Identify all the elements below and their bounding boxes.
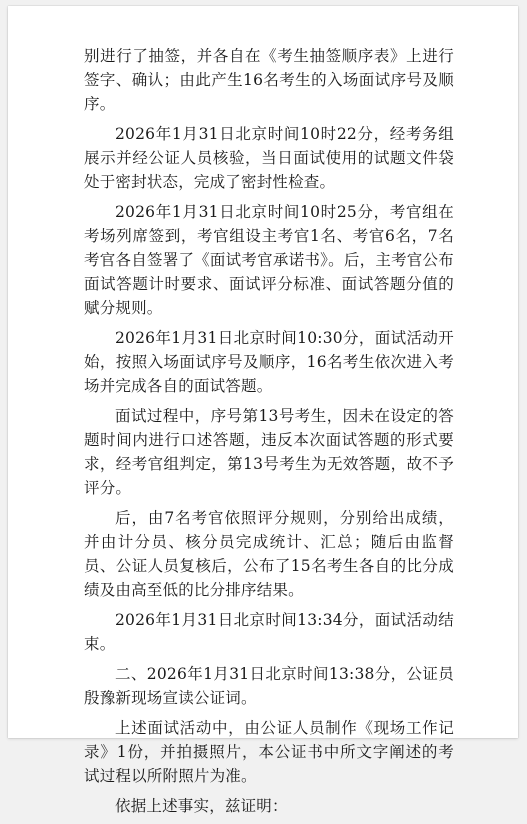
paragraph-interview-end: 2026年1月31日北京时间13:34分，面试活动结束。 [84, 611, 454, 653]
paragraph-notary-reading: 二、2026年1月31日北京时间13:38分，公证员殷豫新现场宣读公证词。 [84, 665, 454, 707]
paragraph-invalid-answer: 面试过程中，序号第13号考生，因未在设定的答题时间内进行口述答题，违反本次面试答题的形式要求，经考官组判定，第13号考生为无效答题，故不予评分。 [84, 407, 454, 497]
paragraph-record-photos: 上述面试活动中，由公证人员制作《现场工作记录》1份，并拍摄照片，本公证书中所文字阐述的考试过程以所附照片为准。 [84, 719, 454, 785]
paragraph-examiner-signin: 2026年1月31日北京时间10时25分，考官组在考场列席签到，考官组设主考官1名、考官6名，7名考官各自签署了《面试考官承诺书》。后，主考官公布面试答题计时要求、面试评分标准、面试答题分值的赋分规则。 [84, 203, 454, 317]
document-body [84, 44, 454, 824]
document-page [8, 6, 518, 815]
paragraph-lottery-confirmation: 别进行了抽签，并各自在《考生抽签顺序表》上进行签字、确认；由此产生16名考生的入场面试序号及顺序。 [84, 47, 454, 113]
paragraph-seal-check: 2026年1月31日北京时间10时22分，经考务组展示并经公证人员核验，当日面试使用的试题文件袋处于密封状态，完成了密封性检查。 [84, 125, 454, 191]
paragraph-scoring: 后，由7名考官依照评分规则，分别给出成绩，并由计分员、核分员完成统计、汇总；随后由监督员、公证人员复核后，公布了15名考生各自的比分成绩及由高至低的比分排序结果。 [84, 509, 454, 599]
paragraph-certification: 依据上述事实，兹证明： [115, 797, 288, 815]
paragraph-interview-start: 2026年1月31日北京时间10:30分，面试活动开始，按照入场面试序号及顺序，16名考生依次进入考场并完成各自的面试答题。 [84, 329, 454, 395]
